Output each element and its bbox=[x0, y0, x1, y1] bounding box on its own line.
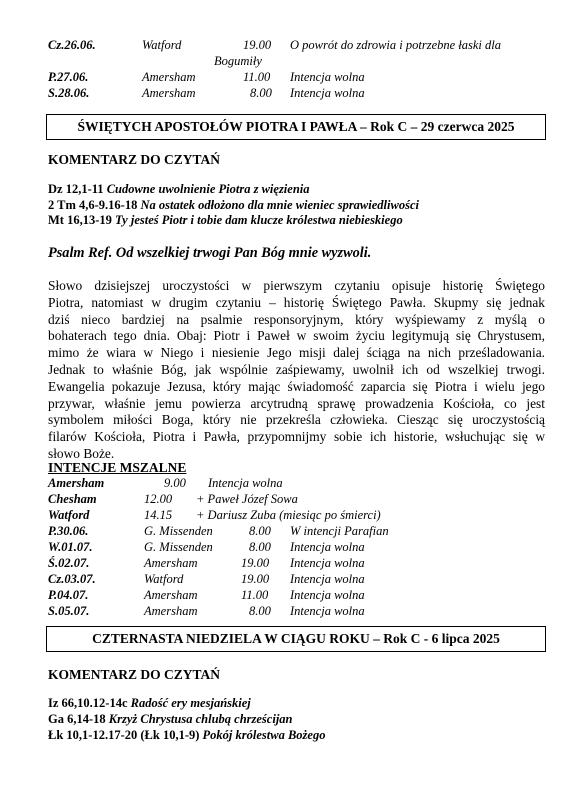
intention-place: Amersham bbox=[142, 70, 196, 84]
intention-time: 12.00 bbox=[144, 492, 173, 506]
intention-place: Amersham bbox=[48, 476, 105, 490]
intention-day: Ś.02.07. bbox=[48, 556, 90, 570]
intention-time: 8.00 bbox=[249, 604, 271, 618]
reading-ref: Mt 16,13-19 bbox=[48, 213, 112, 227]
intention-place: Amersham bbox=[144, 588, 198, 602]
intention-text: + Paweł Józef Sowa bbox=[196, 492, 298, 506]
intention-time: 11.00 bbox=[243, 70, 271, 84]
intention-time: 8.00 bbox=[250, 86, 272, 100]
intention-time: 11.00 bbox=[241, 588, 269, 602]
intention-text: Intencja wolna bbox=[290, 86, 365, 100]
commentary-title: KOMENTARZ DO CZYTAŃ bbox=[48, 667, 221, 682]
reading-ref: Iz 66,10.12-14c bbox=[48, 696, 128, 710]
commentary-title: KOMENTARZ DO CZYTAŃ bbox=[48, 152, 221, 167]
reading-ref: Łk 10,1-12.17-20 (Łk 10,1-9) bbox=[48, 728, 200, 742]
intention-place: Watford bbox=[144, 572, 184, 586]
intention-text: Intencja wolna bbox=[290, 540, 365, 554]
intention-place: Amersham bbox=[144, 604, 198, 618]
paragraph-line: Ewangelia pokazuje Jezusa, który mając świadomość zaparcia się Piotra i wielu jego bbox=[48, 378, 545, 394]
intention-place: G. Missenden bbox=[144, 540, 213, 554]
section-heading: CZTERNASTA NIEDZIELA W CIĄGU ROKU – Rok C - 6 lipca 2025 bbox=[92, 631, 500, 646]
reading-ref: Dz 12,1-11 bbox=[48, 182, 104, 196]
intention-time: 8.00 bbox=[249, 524, 271, 538]
intention-text: Intencja wolna bbox=[290, 556, 365, 570]
reading-item bbox=[48, 712, 293, 727]
intention-time: 19.00 bbox=[241, 572, 270, 586]
paragraph-line: bohaterach tego dnia. Obaj: Piotr i Paweł w swoim życiu legitymują się Chrystusem, bbox=[48, 328, 545, 344]
reading-title: Krzyż Chrystusa chlubą chrześcijan bbox=[108, 712, 293, 726]
paragraph-line: symbolem miłości Boga, który nie przekreśla człowieka. Ciesząc się uroczystością bbox=[48, 412, 545, 428]
reading-item bbox=[48, 213, 403, 228]
intention-text: Intencja wolna bbox=[290, 70, 365, 84]
section-heading-box bbox=[46, 626, 546, 652]
intention-time: 14.15 bbox=[144, 508, 173, 522]
reading-item bbox=[48, 198, 419, 213]
reading-title: Na ostatek odłożono dla mnie wieniec sprawiedliwości bbox=[140, 198, 419, 212]
reading-title: Pokój królestwa Bożego bbox=[202, 728, 326, 742]
section-heading: ŚWIĘTYCH APOSTOŁÓW PIOTRA I PAWŁA – Rok C – 29 czerwca 2025 bbox=[77, 119, 515, 134]
intentions-title bbox=[48, 460, 186, 476]
intention-text: + Dariusz Zuba (miesiąc po śmierci) bbox=[196, 508, 381, 522]
commentary-paragraph bbox=[48, 278, 545, 463]
intention-day: P.27.06. bbox=[48, 70, 89, 84]
paragraph-line: Słowo dzisiejszej uroczystości w pierwszym czytaniu opisuje historię Świętego bbox=[48, 278, 545, 293]
intention-day: P.04.07. bbox=[48, 588, 89, 602]
paragraph-line: słowo Boże. bbox=[48, 445, 115, 461]
intention-place: Watford bbox=[48, 508, 90, 522]
paragraph-line: Jednak to właśnie Bóg, jak wspólnie zaśpiewamy, uwolnił ich od wszelkiej trwogi. bbox=[48, 361, 545, 377]
intention-place: Amersham bbox=[142, 86, 196, 100]
intention-text: O powrót do zdrowia i potrzebne łaski dla bbox=[290, 38, 502, 52]
intention-day: Cz.26.06. bbox=[48, 38, 96, 52]
intention-day: S.05.07. bbox=[48, 604, 90, 618]
intention-text-continued: Bogumiły bbox=[214, 54, 262, 68]
intention-text: W intencji Parafian bbox=[290, 524, 389, 538]
reading-title: Radość ery mesjańskiej bbox=[130, 696, 251, 710]
intention-day: Cz.03.07. bbox=[48, 572, 96, 586]
paragraph-line: filarów Kościoła, Piotra i Pawła, przypomnijmy sobie ich historie, wsłuchując się w bbox=[48, 429, 545, 445]
intention-day: S.28.06. bbox=[48, 86, 90, 100]
paragraph-line: mimo że wiara w Niego i niesienie Jego misji dalej ściąga na nich prześladowania. bbox=[48, 345, 545, 361]
reading-ref: 2 Tm 4,6-9.16-18 bbox=[48, 198, 138, 212]
section-heading-box bbox=[46, 114, 546, 140]
intention-time: 9.00 bbox=[164, 476, 186, 490]
intention-place: Amersham bbox=[144, 556, 198, 570]
intention-day: P.30.06. bbox=[48, 524, 89, 538]
intention-place: Chesham bbox=[48, 492, 97, 506]
intention-time: 8.00 bbox=[249, 540, 271, 554]
intention-text: Intencja wolna bbox=[290, 604, 365, 618]
reading-title: Ty jesteś Piotr i tobie dam klucze królestwa niebieskiego bbox=[115, 213, 403, 227]
reading-title: Cudowne uwolnienie Piotra z więzienia bbox=[106, 182, 310, 196]
intentions-title-text: INTENCJE MSZALNE bbox=[48, 460, 187, 475]
intention-place: Watford bbox=[142, 38, 182, 52]
reading-item bbox=[48, 182, 310, 197]
paragraph-line: przywar, właśnie jemu powierza arcytrudną sprawę prowadzenia Kościoła, co jest bbox=[48, 395, 545, 411]
intention-place: G. Missenden bbox=[144, 524, 213, 538]
reading-item bbox=[48, 696, 251, 711]
paragraph-line: Piotra, natomiast w drugim czytaniu – historię Świętego Pawła. Skupmy się jednak bbox=[48, 294, 545, 310]
paragraph-line: dziś nieco bardziej na psalmie responsoryjnym, który wyśpiewamy z myślą o bbox=[48, 311, 545, 327]
psalm-refrain: Psalm Ref. Od wszelkiej trwogi Pan Bóg mnie wyzwoli. bbox=[48, 245, 372, 261]
reading-item bbox=[48, 728, 325, 743]
intention-text: Intencja wolna bbox=[290, 572, 365, 586]
intention-day: W.01.07. bbox=[48, 540, 93, 554]
intention-text: Intencja wolna bbox=[208, 476, 283, 490]
intention-time: 19.00 bbox=[243, 38, 272, 52]
reading-ref: Ga 6,14-18 bbox=[48, 712, 106, 726]
intention-time: 19.00 bbox=[241, 556, 270, 570]
intention-text: Intencja wolna bbox=[290, 588, 365, 602]
